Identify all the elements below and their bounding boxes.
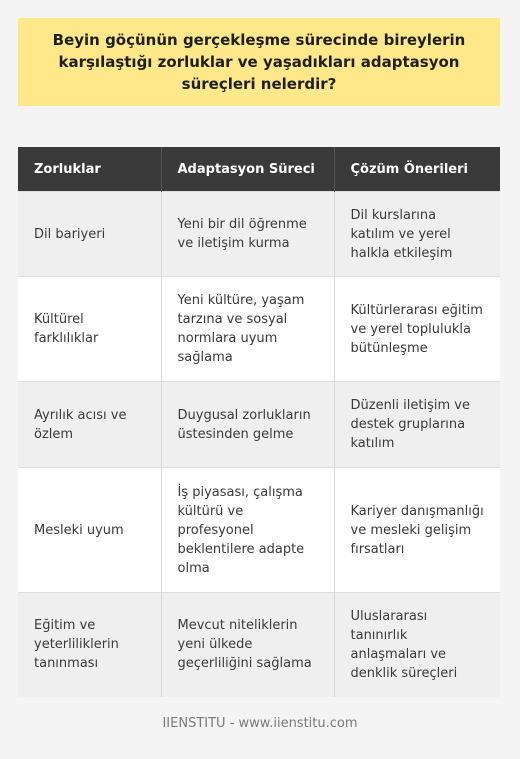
- cell-zorluk: Eğitim ve yeterliliklerin tanınması: [18, 593, 161, 697]
- table-row: [18, 382, 500, 468]
- footer-credit: IIENSTITU - www.iienstitu.com: [162, 716, 358, 731]
- table-row: [18, 468, 500, 593]
- cell-cozum: Kültürlerarası eğitim ve yerel toplulukla bütünleşme: [334, 277, 500, 382]
- cell-adaptasyon: İş piyasası, çalışma kültürü ve profesyonel beklentilere adapte olma: [161, 468, 334, 593]
- comparison-table: [18, 147, 500, 697]
- table-row: [18, 593, 500, 697]
- table-header-row: [18, 147, 500, 192]
- cell-zorluk: Ayrılık acısı ve özlem: [18, 382, 161, 468]
- cell-adaptasyon: Mevcut niteliklerin yeni ülkede geçerliliğini sağlama: [161, 593, 334, 697]
- cell-cozum: Kariyer danışmanlığı ve mesleki gelişim fırsatları: [334, 468, 500, 593]
- cell-adaptasyon: Yeni bir dil öğrenme ve iletişim kurma: [161, 192, 334, 277]
- table-row: [18, 277, 500, 382]
- cell-zorluk: Mesleki uyum: [18, 468, 161, 593]
- cell-cozum: Dil kurslarına katılım ve yerel halkla etkileşim: [334, 192, 500, 277]
- page-title: Beyin göçünün gerçekleşme sürecinde bireylerin karşılaştığı zorluklar ve yaşadıkları adaptasyon süreçleri nelerdir?: [52, 31, 466, 93]
- header-adaptasyon-sureci: Adaptasyon Süreci: [161, 147, 334, 192]
- header-cozum-onerileri: Çözüm Önerileri: [334, 147, 500, 192]
- cell-adaptasyon: Yeni kültüre, yaşam tarzına ve sosyal normlara uyum sağlama: [161, 277, 334, 382]
- header-zorluklar: Zorluklar: [18, 147, 161, 192]
- cell-zorluk: Dil bariyeri: [18, 192, 161, 277]
- cell-adaptasyon: Duygusal zorlukların üstesinden gelme: [161, 382, 334, 468]
- title-banner: [18, 18, 500, 106]
- cell-zorluk: Kültürel farklılıklar: [18, 277, 161, 382]
- table-row: [18, 192, 500, 277]
- cell-cozum: Düzenli iletişim ve destek gruplarına katılım: [334, 382, 500, 468]
- cell-cozum: Uluslararası tanınırlık anlaşmaları ve denklik süreçleri: [334, 593, 500, 697]
